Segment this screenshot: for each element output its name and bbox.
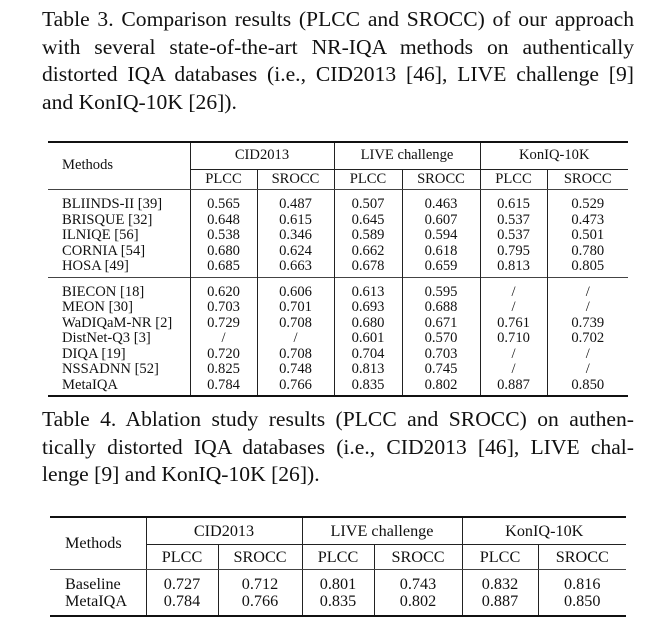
table-row <box>48 213 628 229</box>
metric-header: PLCC <box>334 170 402 190</box>
metric-value: 0.704 <box>334 347 402 363</box>
metric-value: 0.887 <box>462 593 538 616</box>
method-name: Baseline <box>65 575 121 593</box>
metric-value: 0.538 <box>190 228 257 244</box>
metric-value: 0.594 <box>402 228 480 244</box>
metric-value: / <box>480 362 547 378</box>
metric-value: 0.613 <box>334 277 402 300</box>
group-header-live-challenge: LIVE challenge <box>334 142 480 170</box>
metric-value: 0.662 <box>334 244 402 260</box>
method-name: BLIINDS-II [39] <box>62 196 163 212</box>
metric-value: 0.729 <box>190 316 257 332</box>
metric-value: 0.727 <box>146 570 218 594</box>
metric-value: 0.501 <box>547 228 628 244</box>
method-name: HOSA [49] <box>62 258 129 274</box>
method-name: DistNet-Q3 [3] <box>62 330 151 346</box>
group-header-koniq-10k: KonIQ-10K <box>462 517 626 545</box>
table4-caption-line: lenge [9] and KonIQ-10K [26]). <box>42 462 320 486</box>
metric-header: SROCC <box>538 545 626 570</box>
metric-value: 0.537 <box>480 228 547 244</box>
metric-value: 0.766 <box>257 378 334 397</box>
metric-value: 0.887 <box>480 378 547 397</box>
metric-value: 0.615 <box>257 213 334 229</box>
metric-value: 0.784 <box>146 593 218 616</box>
metric-value: 0.624 <box>257 244 334 260</box>
group-header-cid2013: CID2013 <box>146 517 302 545</box>
group-header-live-challenge: LIVE challenge <box>302 517 462 545</box>
metric-value: 0.802 <box>374 593 462 616</box>
metric-value: 0.835 <box>334 378 402 397</box>
table3-section-deep <box>48 277 628 396</box>
metric-header: PLCC <box>146 545 218 570</box>
metric-header: PLCC <box>480 170 547 190</box>
metric-value: 0.708 <box>257 347 334 363</box>
metric-value: 0.601 <box>334 331 402 347</box>
method-name: NSSADNN [52] <box>62 361 159 377</box>
metric-value: 0.473 <box>547 213 628 229</box>
metric-header: PLCC <box>302 545 374 570</box>
metric-value: 0.813 <box>334 362 402 378</box>
table3-section-traditional <box>48 190 628 278</box>
table3-caption: Table 3. Comparison results (PLCC and SROCC) of our approach with several state-of-the-art NR-IQA methods on authentically distorted IQA databases (i.e., CID2013 [46], LIVE challenge [9] and KonIQ-10K [26]). <box>42 7 634 114</box>
table3 <box>48 141 628 397</box>
table-row <box>48 331 628 347</box>
metric-value: 0.607 <box>402 213 480 229</box>
group-header-koniq-10k: KonIQ-10K <box>480 142 628 170</box>
table-row <box>48 277 628 300</box>
metric-value: 0.816 <box>538 570 626 594</box>
metric-value: 0.835 <box>302 593 374 616</box>
metric-value: 0.678 <box>334 259 402 277</box>
metric-value: 0.537 <box>480 213 547 229</box>
metric-value: / <box>547 300 628 316</box>
metric-value: 0.784 <box>190 378 257 397</box>
metric-value: / <box>480 300 547 316</box>
metric-value: 0.463 <box>402 190 480 213</box>
metric-value: 0.570 <box>402 331 480 347</box>
metric-value: 0.620 <box>190 277 257 300</box>
table-row <box>48 316 628 332</box>
table-row <box>48 300 628 316</box>
metric-header: SROCC <box>257 170 334 190</box>
table4-caption-line: tically distorted IQA databases (i.e., CID2013 [46], LIVE chal- <box>42 434 634 459</box>
metric-value: 0.766 <box>218 593 302 616</box>
metric-header: PLCC <box>190 170 257 190</box>
metric-value: 0.802 <box>402 378 480 397</box>
metric-value: / <box>480 277 547 300</box>
metric-value: / <box>190 331 257 347</box>
metric-value: 0.606 <box>257 277 334 300</box>
table-row <box>48 259 628 277</box>
metric-value: 0.795 <box>480 244 547 260</box>
table-row <box>50 593 626 616</box>
table4-group-header-row <box>50 517 626 545</box>
metric-value: 0.615 <box>480 190 547 213</box>
group-header-cid2013: CID2013 <box>190 142 334 170</box>
metric-value: / <box>547 277 628 300</box>
metric-value: 0.589 <box>334 228 402 244</box>
metric-value: 0.748 <box>257 362 334 378</box>
table4 <box>50 516 626 617</box>
metric-value: 0.801 <box>302 570 374 594</box>
metric-value: 0.659 <box>402 259 480 277</box>
metric-value: 0.529 <box>547 190 628 213</box>
metric-value: 0.688 <box>402 300 480 316</box>
metric-value: 0.712 <box>218 570 302 594</box>
metric-header: SROCC <box>547 170 628 190</box>
metric-value: 0.648 <box>190 213 257 229</box>
method-name: ILNIQE [56] <box>62 227 139 243</box>
metric-value: 0.708 <box>257 316 334 332</box>
methods-header: Methods <box>48 142 190 190</box>
metric-header: PLCC <box>462 545 538 570</box>
metric-value: 0.487 <box>257 190 334 213</box>
metric-value: 0.805 <box>547 259 628 277</box>
metric-value: 0.743 <box>374 570 462 594</box>
metric-value: / <box>547 362 628 378</box>
metric-header: SROCC <box>218 545 302 570</box>
table3-group-header-row <box>48 142 628 170</box>
table-row <box>48 244 628 260</box>
methods-header: Methods <box>50 517 146 570</box>
metric-value: 0.739 <box>547 316 628 332</box>
method-name: CORNIA [54] <box>62 242 146 259</box>
metric-value: 0.703 <box>190 300 257 316</box>
metric-value: / <box>257 331 334 347</box>
table4-body <box>50 570 626 617</box>
metric-value: 0.761 <box>480 316 547 332</box>
method-name: DIQA [19] <box>62 345 126 362</box>
metric-value: 0.685 <box>190 259 257 277</box>
method-name: MEON [30] <box>62 299 133 315</box>
metric-value: 0.832 <box>462 570 538 594</box>
metric-value: 0.663 <box>257 259 334 277</box>
metric-value: 0.745 <box>402 362 480 378</box>
table4-caption-line: Table 4. Ablation study results (PLCC and SROCC) on authen- <box>42 407 634 431</box>
method-name: MetaIQA <box>62 376 118 393</box>
metric-value: 0.680 <box>190 244 257 260</box>
table-row <box>48 228 628 244</box>
metric-value: 0.702 <box>547 331 628 347</box>
metric-value: / <box>480 347 547 363</box>
metric-value: 0.813 <box>480 259 547 277</box>
table-row <box>48 362 628 378</box>
metric-value: 0.595 <box>402 277 480 300</box>
method-name: MetaIQA <box>65 592 128 610</box>
method-name: BIECON [18] <box>48 277 190 300</box>
metric-value: 0.346 <box>257 228 334 244</box>
metric-value: 0.565 <box>190 190 257 213</box>
metric-header: SROCC <box>402 170 480 190</box>
metric-value: 0.618 <box>402 244 480 260</box>
metric-value: 0.645 <box>334 213 402 229</box>
table-row <box>48 378 628 397</box>
metric-value: 0.701 <box>257 300 334 316</box>
table-row <box>48 190 628 213</box>
method-name: BRISQUE [32] <box>62 211 153 228</box>
metric-value: 0.710 <box>480 331 547 347</box>
metric-value: 0.507 <box>334 190 402 213</box>
metric-value: 0.703 <box>402 347 480 363</box>
metric-header: SROCC <box>374 545 462 570</box>
metric-value: 0.850 <box>547 378 628 397</box>
metric-value: / <box>547 347 628 363</box>
table4-caption <box>42 406 634 489</box>
table-row <box>50 570 626 594</box>
metric-value: 0.720 <box>190 347 257 363</box>
metric-value: 0.825 <box>190 362 257 378</box>
metric-value: 0.780 <box>547 244 628 260</box>
metric-value: 0.680 <box>334 316 402 332</box>
method-name: WaDIQaM-NR [2] <box>62 314 173 331</box>
metric-value: 0.693 <box>334 300 402 316</box>
table-row <box>48 347 628 363</box>
metric-value: 0.850 <box>538 593 626 616</box>
metric-value: 0.671 <box>402 316 480 332</box>
